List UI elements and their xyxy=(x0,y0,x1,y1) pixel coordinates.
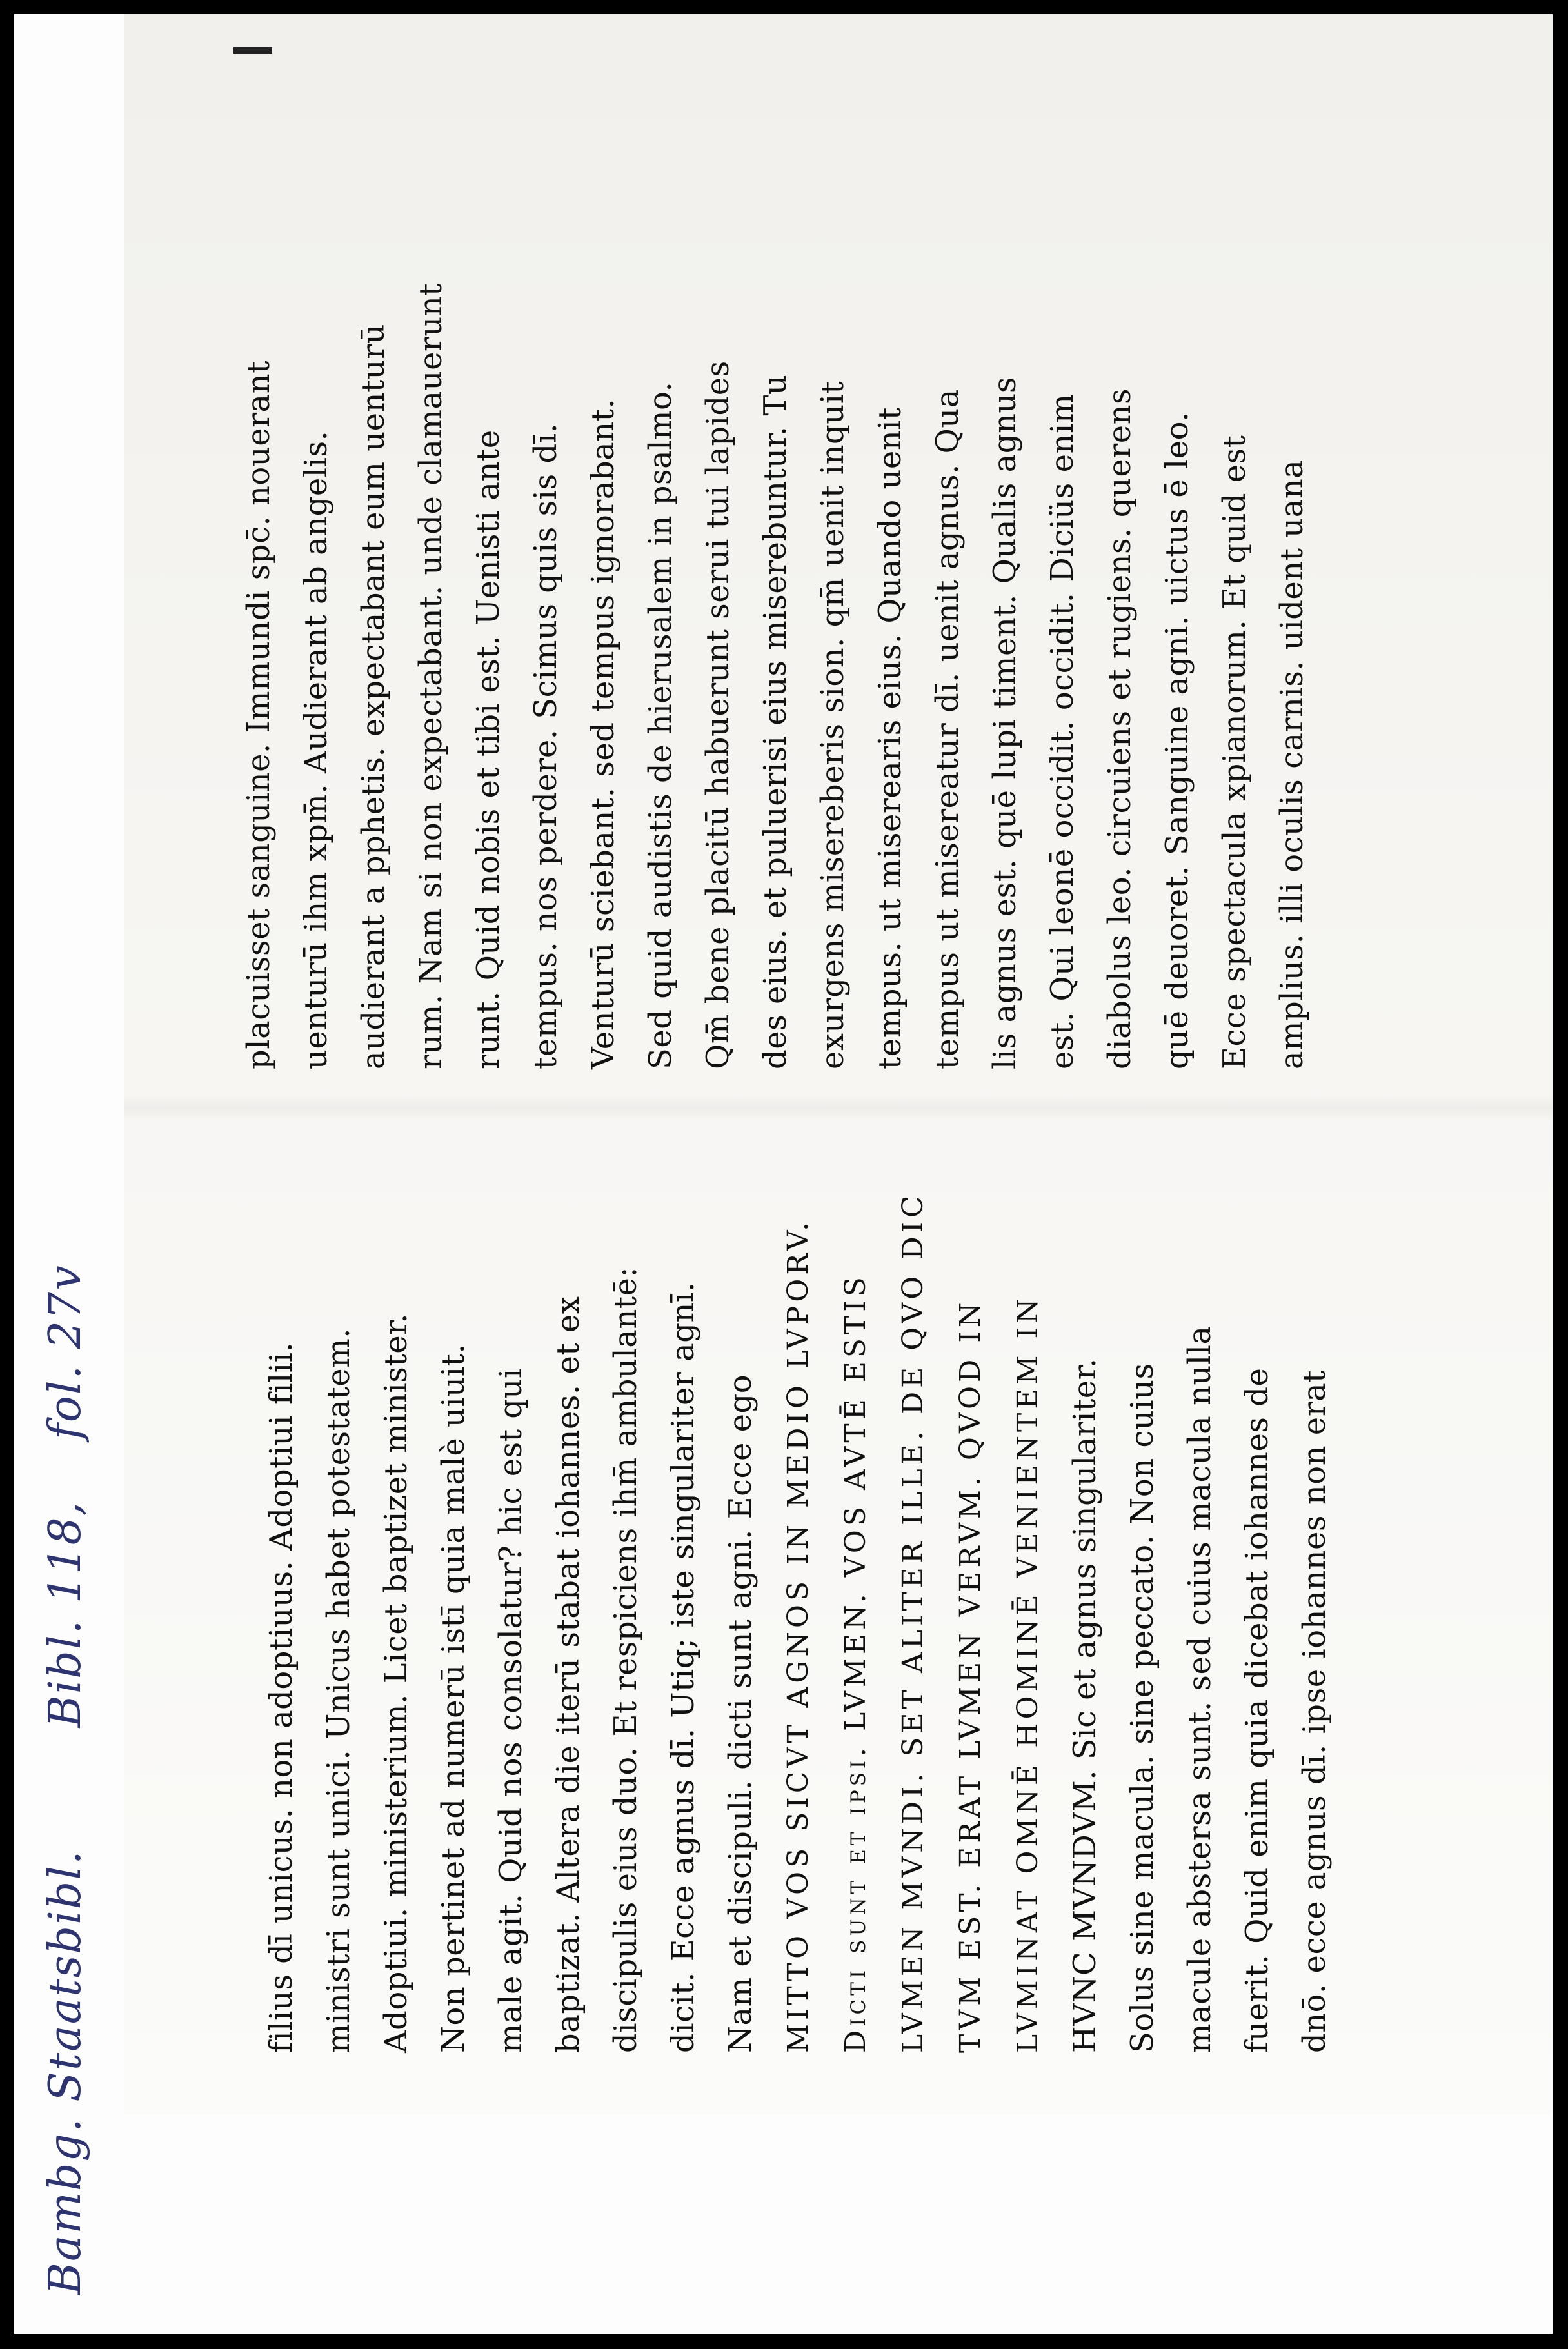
text-line: MITTO VOS SICVT AGNOS IN MEDIO LVPORV. xyxy=(782,1218,815,2053)
text-line: uenturū ihm xpm̄. Audierant ab angelis. xyxy=(298,430,334,1069)
text-line: ministri sunt unici. Unicus habet potestatem. xyxy=(321,1328,357,2053)
text-line: baptizat. Altera die iterū stabat iohannes. et ex xyxy=(550,1296,586,2053)
text-line: lis agnus est. quē lupi timent. Qualis agnus xyxy=(987,377,1023,1069)
text-line: rum. Nam si non expectabant. unde clamauerunt xyxy=(413,282,449,1069)
text-line: audierant a pphetis. expectabant eum uenturū xyxy=(355,323,392,1069)
text-line: dnō. ecce agnus dī. ipse iohannes non erat xyxy=(1296,1369,1333,2053)
text-line: runt. Quid nobis et tibi est. Uenisti ante xyxy=(470,430,506,1069)
text-line: Ecce spectacula xpianorum. Et quid est xyxy=(1216,435,1253,1069)
text-line: Nam et discipuli. dicti sunt agni. Ecce ego xyxy=(722,1374,759,2053)
text-line: amplius. illi oculis carnis. uident uana xyxy=(1274,459,1310,1069)
text-line: placuisset sanguine. Immundi spc̄. nouerant xyxy=(241,361,277,1069)
library-note: Bambg. Staatsbibl. xyxy=(40,1849,91,2295)
text-line: HVNC MVNDVM. Sic et agnus singulariter. xyxy=(1067,1358,1103,2053)
text-line: Solus sine macula. sine peccato. Non cuius xyxy=(1124,1363,1160,2053)
left-text-column xyxy=(253,1192,1344,2053)
text-line: quē deuoret. Sanguine agni. uictus ē leo. xyxy=(1159,411,1195,1069)
text-line: Sed quid audistis de hierusalem in psalmo. xyxy=(642,381,679,1069)
text-line: filius dī unicus. non adoptiuus. Adoptiui filii. xyxy=(263,1342,299,2053)
text-line: Dicti sunt et ipsi. LVMEN. VOS AVTĒ ESTIS xyxy=(839,1273,872,2053)
gutter-shadow xyxy=(124,1095,1553,1121)
corner-mark xyxy=(233,47,272,54)
manuscript-photo xyxy=(124,14,1553,2114)
shelfmark-note: Bibl. 118 xyxy=(40,1516,91,1728)
text-line: exurgens misereberis sion. qm̄ uenit inquit xyxy=(815,381,851,1069)
text-line: tempus. nos perdere. Scimus quis sis dī. xyxy=(528,422,564,1069)
text-line: fuerit. Quid enim quia dicebat iohannes de xyxy=(1239,1367,1275,2053)
text-line: LVMEN MVNDI. SET ALITER ILLE. DE QVO DIC xyxy=(897,1192,929,2053)
text-line: macule abstersa sunt. sed cuius macula nulla xyxy=(1182,1325,1218,2053)
folio-note: fol. 27v xyxy=(40,1264,91,1440)
text-line: dicit. Ecce agnus dī. Utiq; iste singulariter agnī. xyxy=(665,1282,701,2053)
scanned-sheet xyxy=(14,14,1553,2334)
text-line: LVMINAT OMNĒ HOMINĒ VENIENTEM IN xyxy=(1011,1294,1044,2053)
text-line: discipulis eius duo. Et respiciens ihm̄ ambulantē: xyxy=(608,1266,644,2053)
text-line: tempus. ut miserearis eius. Quando uenit xyxy=(872,407,908,1069)
text-line: Venturū sciebant. sed tempus ignorabant. xyxy=(585,398,621,1069)
text-line: TVM EST. ERAT LVMEN VERVM. QVOD IN xyxy=(954,1298,987,2053)
text-line: diabolus leo. circuiens et rugiens. querens xyxy=(1102,388,1138,1069)
rotated-page-content xyxy=(14,14,1553,2334)
text-line: Qm̄ bene placitū habuerunt serui tui lapides xyxy=(700,361,736,1069)
text-line: est. Qui leonē occidit. occidit. Diciüs enim xyxy=(1044,393,1080,1069)
pencil-annotation: Bambg. Staatsbibl. Bibl. 118, fol. 27v xyxy=(40,1264,91,2295)
text-line: male agit. Quid nos consolatur? hic est qui xyxy=(493,1368,529,2053)
text-line: Adoptiui. ministerium. Licet baptizet minister. xyxy=(378,1313,414,2053)
right-text-column xyxy=(230,283,1321,1069)
text-line: tempus ut misereatur dī. uenit agnus. Qua xyxy=(929,389,966,1069)
text-line: Non pertinet ad numerū istī quia malè uiuit. xyxy=(435,1343,471,2053)
text-line: des eius. et puluerisi eius miserebuntur. Tu xyxy=(757,374,793,1069)
